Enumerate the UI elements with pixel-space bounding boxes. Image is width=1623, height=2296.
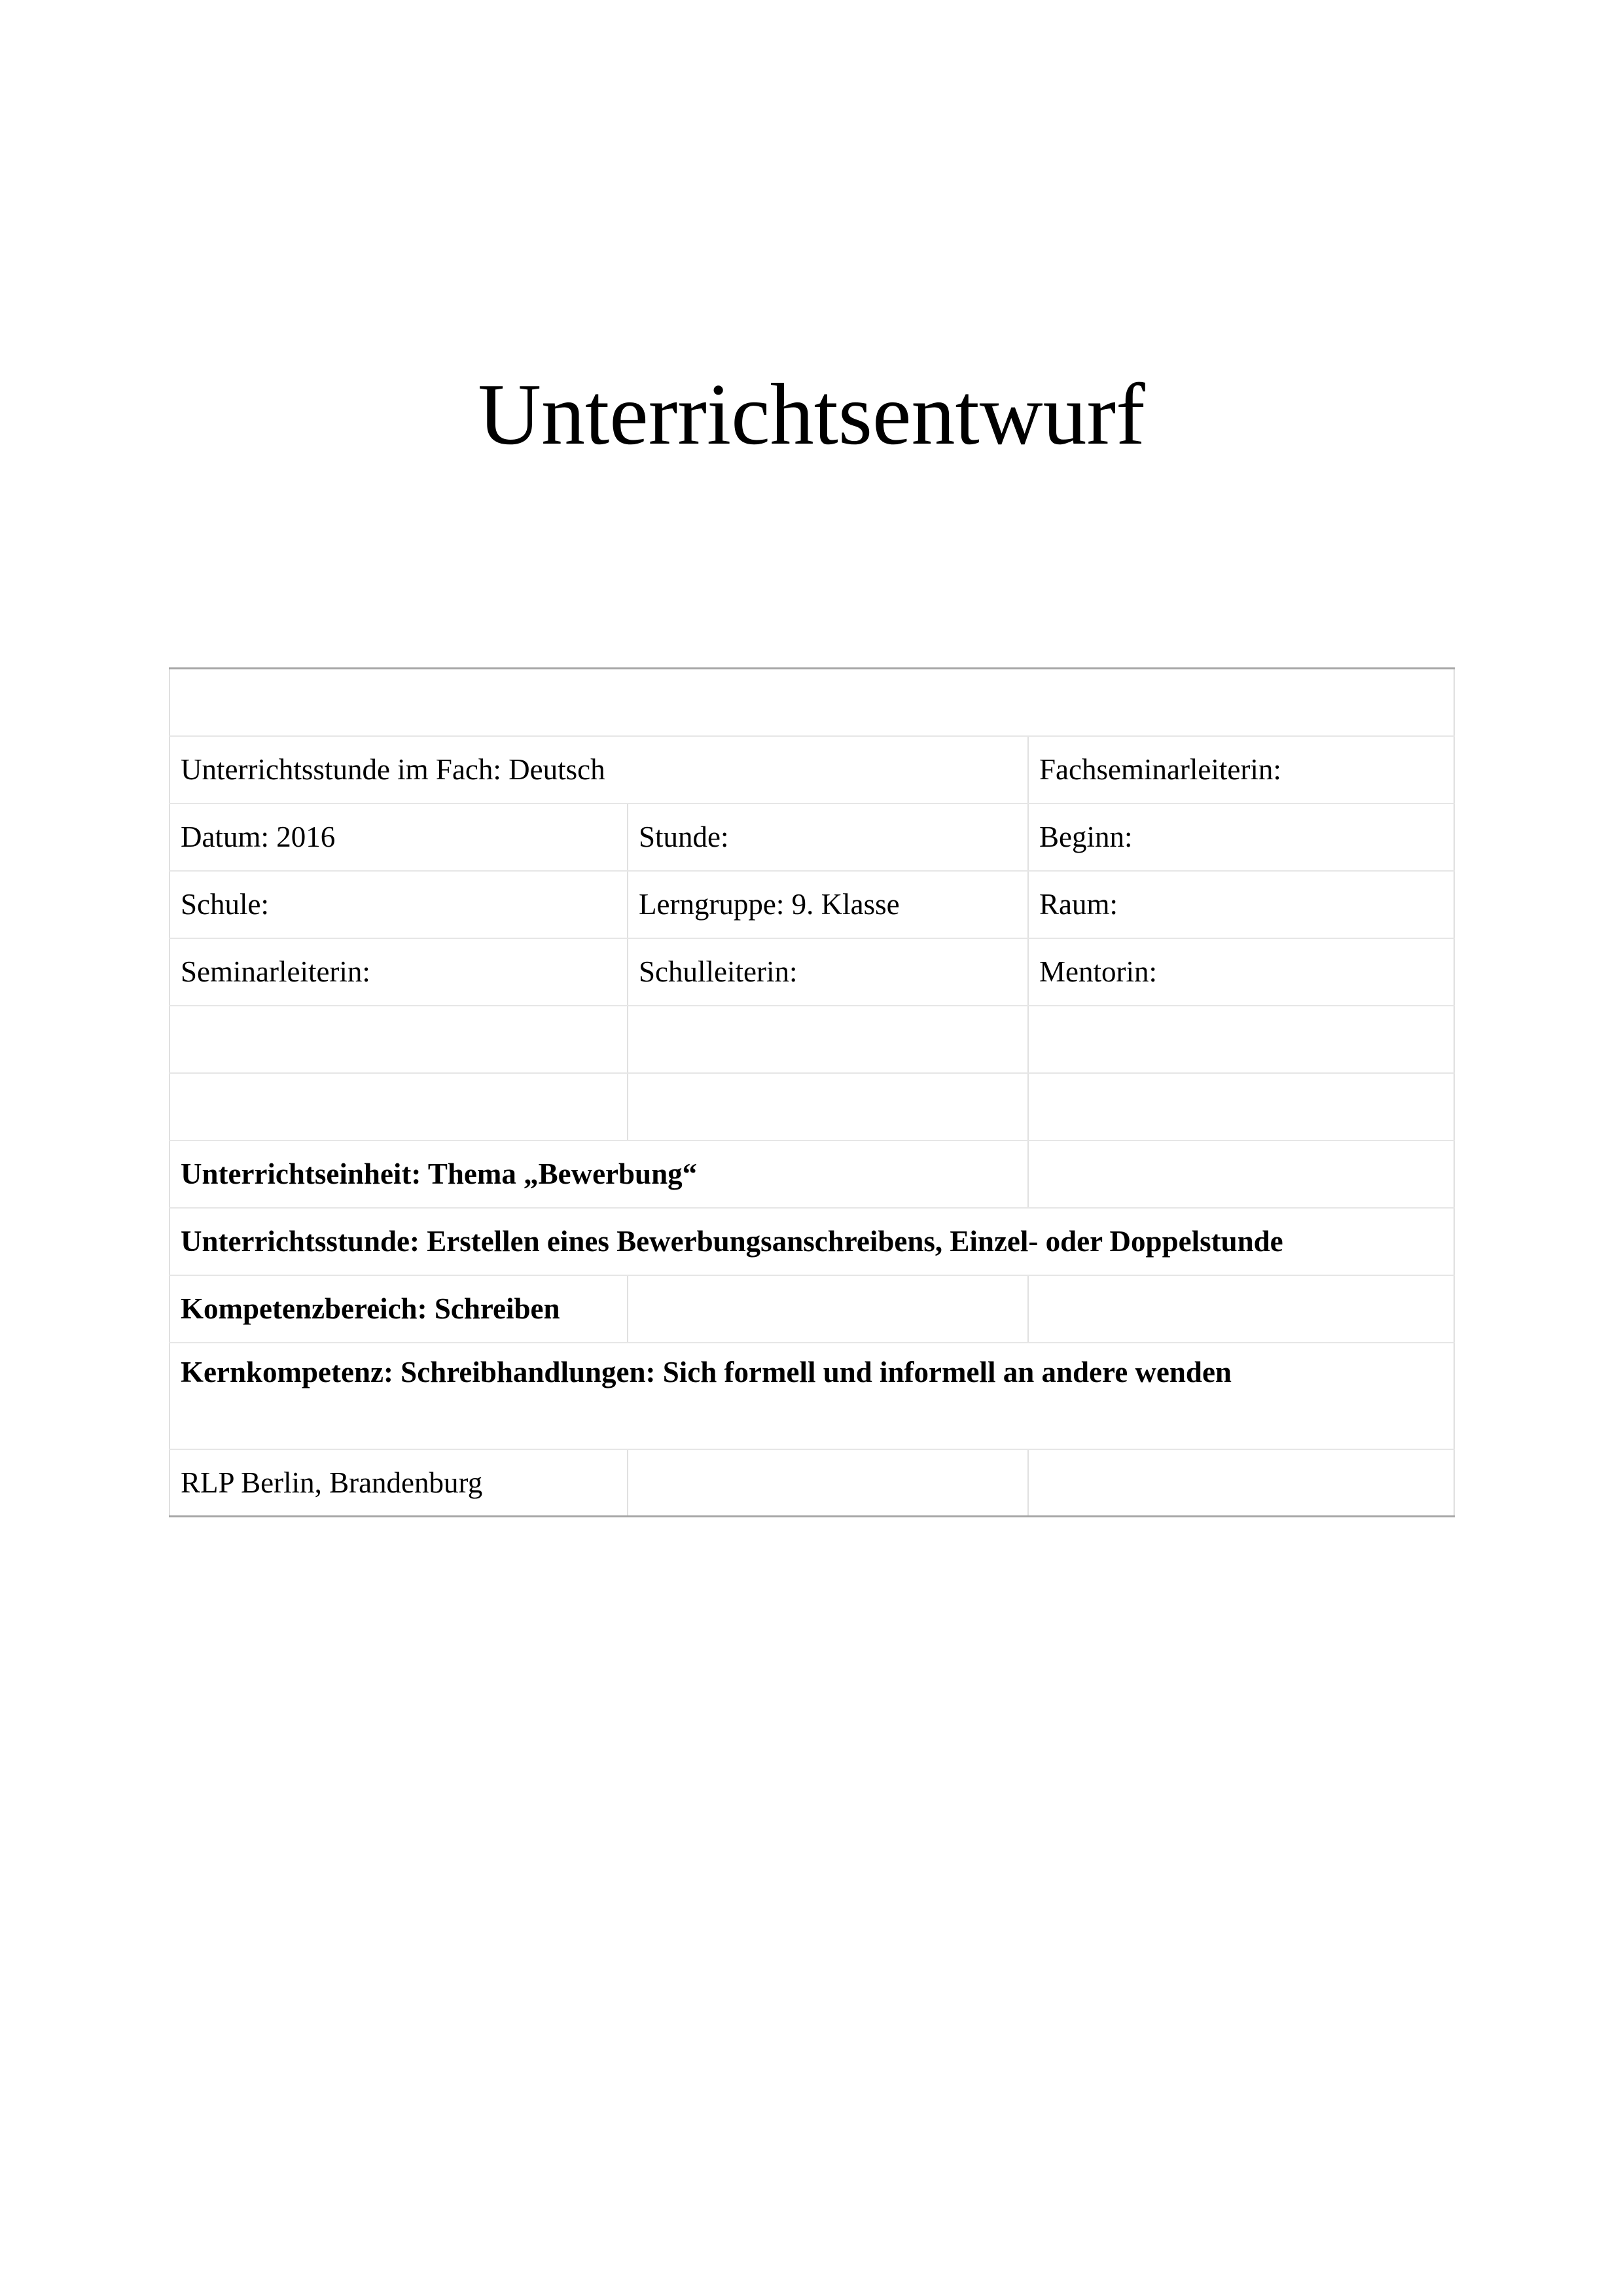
- table-row: [169, 1449, 1454, 1517]
- empty-cell: [169, 1073, 628, 1140]
- seminar-leader-cell: Seminarleiterin:: [169, 938, 628, 1006]
- empty-cell: [169, 669, 1454, 736]
- table-row: [169, 736, 1454, 804]
- empty-cell: [628, 1449, 1028, 1517]
- lesson-topic-cell: Unterrichtsstunde: Erstellen eines Bewerbungsanschreibens, Einzel- oder Doppelstunde: [169, 1208, 1454, 1275]
- empty-cell: [1028, 1073, 1454, 1140]
- start-cell: Beginn:: [1028, 804, 1454, 871]
- table-row: [169, 1073, 1454, 1140]
- table-row: [169, 1275, 1454, 1343]
- empty-cell: [1028, 1140, 1454, 1208]
- lesson-hour-cell: Stunde:: [628, 804, 1028, 871]
- curriculum-cell: RLP Berlin, Brandenburg: [169, 1449, 628, 1517]
- subject-cell: Unterrichtsstunde im Fach: Deutsch: [169, 736, 1028, 804]
- teaching-unit-cell: Unterrichtseinheit: Thema „Bewerbung“: [169, 1140, 1028, 1208]
- empty-cell: [628, 1073, 1028, 1140]
- table-row: [169, 1343, 1454, 1449]
- table-row: [169, 1140, 1454, 1208]
- lesson-info-table: [169, 667, 1455, 1517]
- table-row: [169, 669, 1454, 736]
- learning-group-cell: Lerngruppe: 9. Klasse: [628, 871, 1028, 938]
- table-row: [169, 871, 1454, 938]
- table-row: [169, 1208, 1454, 1275]
- room-cell: Raum:: [1028, 871, 1454, 938]
- table-row: [169, 804, 1454, 871]
- empty-cell: [1028, 1006, 1454, 1073]
- page-title: Unterrichtsentwurf: [478, 366, 1145, 463]
- date-cell: Datum: 2016: [169, 804, 628, 871]
- school-cell: Schule:: [169, 871, 628, 938]
- table-row: [169, 938, 1454, 1006]
- mentor-cell: Mentorin:: [1028, 938, 1454, 1006]
- empty-cell: [1028, 1275, 1454, 1343]
- competence-area-cell: Kompetenzbereich: Schreiben: [169, 1275, 628, 1343]
- school-principal-cell: Schulleiterin:: [628, 938, 1028, 1006]
- fachseminarleiterin-cell: Fachseminarleiterin:: [1028, 736, 1454, 804]
- core-competence-cell: Kernkompetenz: Schreibhandlungen: Sich formell und informell an andere wenden: [169, 1343, 1454, 1449]
- table-row: [169, 1006, 1454, 1073]
- empty-cell: [628, 1275, 1028, 1343]
- empty-cell: [169, 1006, 628, 1073]
- empty-cell: [628, 1006, 1028, 1073]
- empty-cell: [1028, 1449, 1454, 1517]
